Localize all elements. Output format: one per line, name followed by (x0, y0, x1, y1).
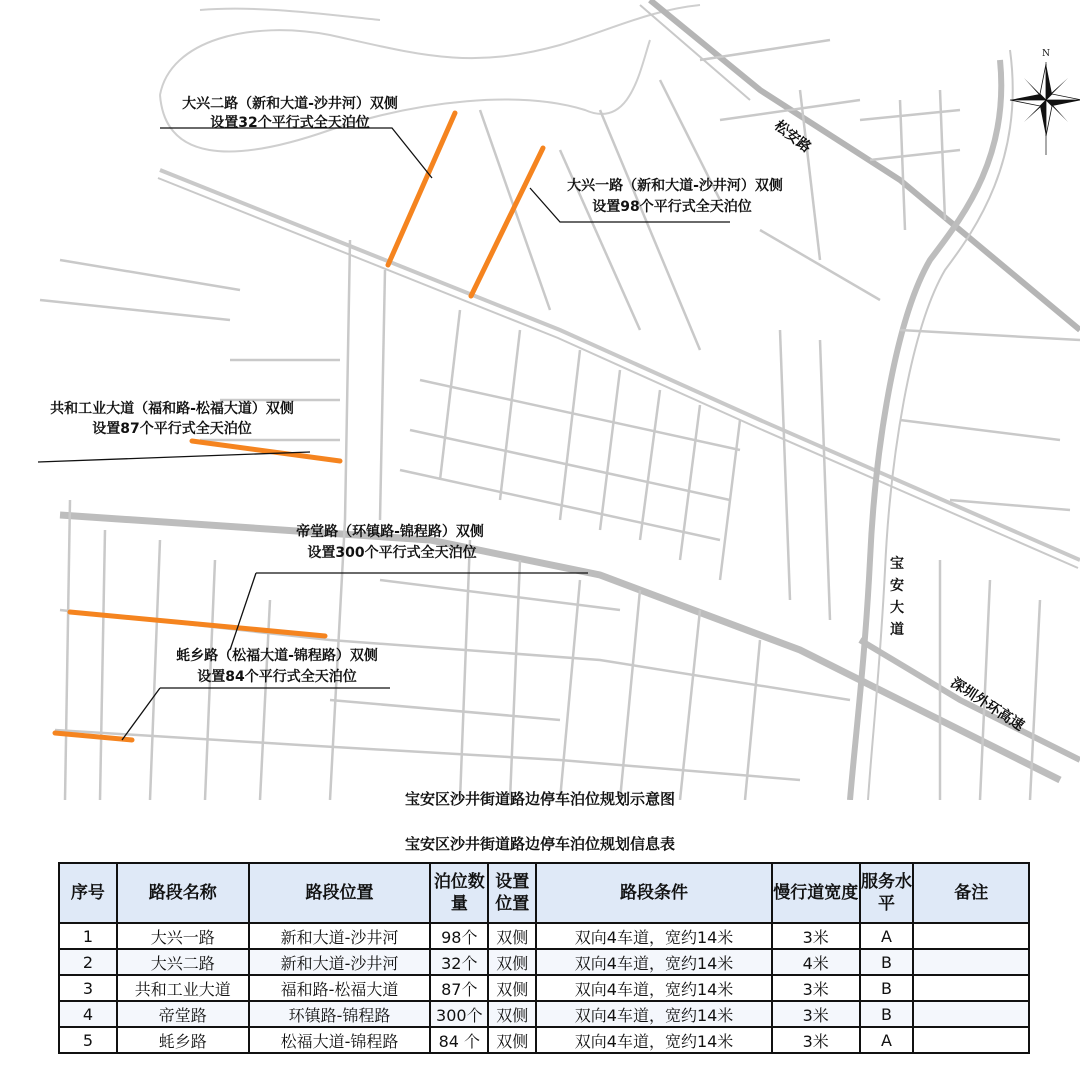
cell-berth-count: 300个 (430, 1001, 488, 1027)
cell-road-location: 环镇路-锦程路 (249, 1001, 431, 1027)
table-header-row (59, 863, 1029, 923)
cell-index: 2 (59, 949, 117, 975)
table-row (59, 975, 1029, 1001)
cell-remarks (913, 949, 1029, 975)
cell-road-condition: 双向4车道，宽约14米 (536, 1001, 772, 1027)
cell-index: 5 (59, 1027, 117, 1053)
annotation-line1: 帝堂路（环镇路-锦程路）双侧 (296, 524, 484, 540)
table-row (59, 949, 1029, 975)
header-road-name: 路段名称 (117, 863, 249, 923)
road-label-char: 大 (890, 600, 904, 616)
cell-berth-count: 32个 (430, 949, 488, 975)
header-service-level: 服务水平 (860, 863, 914, 923)
annotation-line2: 设置98个平行式全天泊位 (592, 199, 752, 215)
cell-index: 3 (59, 975, 117, 1001)
road-label-char: 安 (890, 578, 904, 594)
cell-service-level: A (860, 923, 914, 949)
annotation-line1: 共和工业大道（福和路-松福大道）双侧 (50, 401, 294, 417)
cell-slow-lane-width: 3米 (772, 1027, 860, 1053)
header-slow-lane-width: 慢行道宽度 (772, 863, 860, 923)
table-row (59, 1027, 1029, 1053)
header-road-condition: 路段条件 (536, 863, 772, 923)
annotation-line1: 大兴二路（新和大道-沙井河）双侧 (182, 96, 398, 112)
header-placement: 设置位置 (488, 863, 536, 923)
cell-placement: 双侧 (488, 923, 536, 949)
cell-road-location: 新和大道-沙井河 (249, 949, 431, 975)
cell-road-name: 帝堂路 (117, 1001, 249, 1027)
road-label-char: 道 (890, 622, 904, 638)
header-berth-count: 泊位数量 (430, 863, 488, 923)
cell-road-condition: 双向4车道，宽约14米 (536, 1027, 772, 1053)
cell-remarks (913, 1027, 1029, 1053)
cell-road-name: 共和工业大道 (117, 975, 249, 1001)
cell-road-condition: 双向4车道，宽约14米 (536, 923, 772, 949)
table-title: 宝安区沙井街道路边停车泊位规划信息表 (404, 835, 675, 853)
cell-slow-lane-width: 3米 (772, 975, 860, 1001)
cell-berth-count: 84 个 (430, 1027, 488, 1053)
table-row (59, 1001, 1029, 1027)
table-row (59, 923, 1029, 949)
header-road-location: 路段位置 (249, 863, 431, 923)
cell-berth-count: 98个 (430, 923, 488, 949)
cell-remarks (913, 923, 1029, 949)
map-title: 宝安区沙井街道路边停车泊位规划示意图 (404, 790, 675, 808)
road-label-char: 宝 (890, 556, 904, 572)
cell-placement: 双侧 (488, 1001, 536, 1027)
cell-road-name: 蚝乡路 (117, 1027, 249, 1053)
parking-info-table (58, 862, 1030, 1054)
road-label-shenzhen-outer-ring: 深圳外环高速 (947, 675, 1027, 735)
annotation-line1: 大兴一路（新和大道-沙井河）双侧 (567, 178, 783, 194)
cell-road-location: 新和大道-沙井河 (249, 923, 431, 949)
cell-road-condition: 双向4车道，宽约14米 (536, 949, 772, 975)
cell-service-level: B (860, 975, 914, 1001)
cell-index: 4 (59, 1001, 117, 1027)
annotation-line2: 设置84个平行式全天泊位 (197, 669, 357, 685)
cell-service-level: A (860, 1027, 914, 1053)
annotation-line2: 设置300个平行式全天泊位 (307, 545, 477, 561)
road-label-songan: 松安路 (770, 117, 814, 157)
cell-slow-lane-width: 3米 (772, 1001, 860, 1027)
cell-road-location: 松福大道-锦程路 (249, 1027, 431, 1053)
cell-remarks (913, 1001, 1029, 1027)
header-index: 序号 (59, 863, 117, 923)
cell-slow-lane-width: 3米 (772, 923, 860, 949)
cell-road-name: 大兴二路 (117, 949, 249, 975)
cell-remarks (913, 975, 1029, 1001)
header-remarks: 备注 (913, 863, 1029, 923)
cell-road-name: 大兴一路 (117, 923, 249, 949)
cell-service-level: B (860, 1001, 914, 1027)
annotation-line2: 设置32个平行式全天泊位 (210, 115, 370, 131)
cell-slow-lane-width: 4米 (772, 949, 860, 975)
cell-road-condition: 双向4车道，宽约14米 (536, 975, 772, 1001)
compass-north-label: N (1042, 49, 1050, 59)
annotation-line2: 设置87个平行式全天泊位 (92, 421, 252, 437)
cell-placement: 双侧 (488, 1027, 536, 1053)
cell-service-level: B (860, 949, 914, 975)
cell-berth-count: 87个 (430, 975, 488, 1001)
annotation-line1: 蚝乡路（松福大道-锦程路）双侧 (176, 648, 378, 664)
cell-road-location: 福和路-松福大道 (249, 975, 431, 1001)
cell-index: 1 (59, 923, 117, 949)
cell-placement: 双侧 (488, 975, 536, 1001)
cell-placement: 双侧 (488, 949, 536, 975)
